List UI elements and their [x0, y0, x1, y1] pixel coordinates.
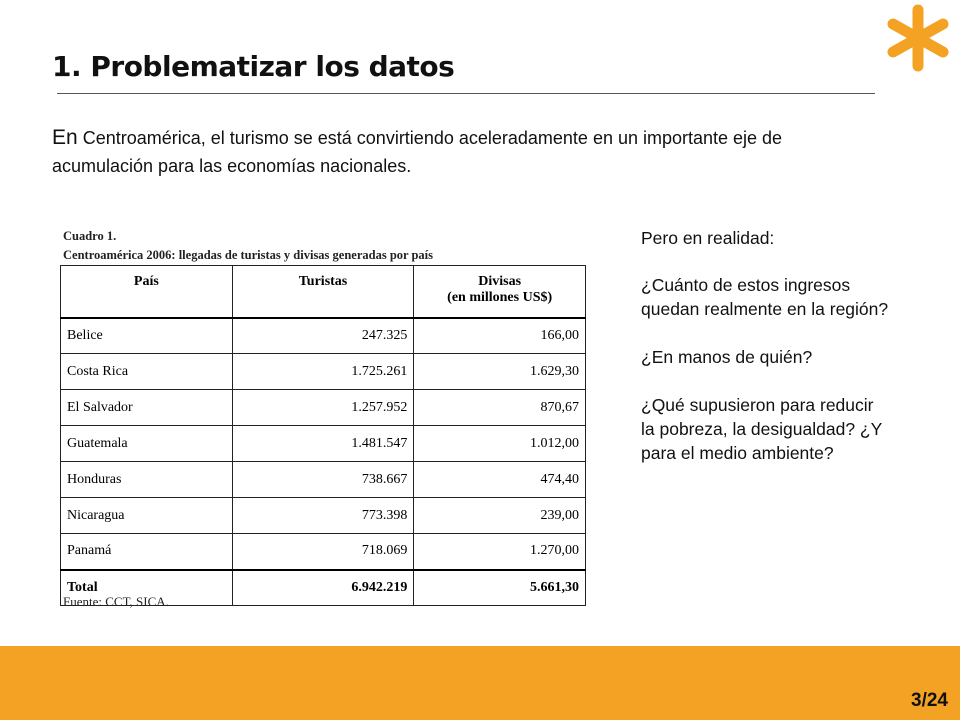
- cell-tourists: 773.398: [232, 498, 414, 534]
- cell-total-revenue: 5.661,30: [414, 570, 586, 606]
- side-lead: Pero en realidad:: [641, 228, 775, 248]
- side-questions: [641, 226, 891, 489]
- table-row: [61, 462, 586, 498]
- side-question-1: ¿Cuánto de estos ingresos quedan realmente en la región?: [641, 275, 889, 319]
- cell-tourists: 1.257.952: [232, 390, 414, 426]
- side-question-3: ¿Qué supusieron para reducir la pobreza, la desigualdad? ¿Y para el medio ambiente?: [641, 395, 882, 463]
- cell-tourists: 247.325: [232, 318, 414, 354]
- table-row: [61, 318, 586, 354]
- cell-country: Nicaragua: [61, 498, 233, 534]
- intro-rest: Centroamérica, el turismo se está convirtiendo aceleradamente en un importante eje de acumulación para las economías nacionales.: [52, 128, 783, 176]
- cell-tourists: 1.481.547: [232, 426, 414, 462]
- cell-tourists: 1.725.261: [232, 354, 414, 390]
- table-row: [61, 354, 586, 390]
- cell-country: Belice: [61, 318, 233, 354]
- table-row: [61, 390, 586, 426]
- intro-text: [52, 124, 812, 180]
- cell-country: Panamá: [61, 534, 233, 570]
- table-caption: [63, 227, 433, 265]
- cell-tourists: 738.667: [232, 462, 414, 498]
- header-tourists: Turistas: [232, 266, 414, 318]
- caption-line-2: Centroamérica 2006: llegadas de turistas y divisas generadas por país: [63, 248, 434, 262]
- asterisk-icon: [882, 2, 954, 74]
- title-divider: [57, 93, 875, 94]
- cell-country: Honduras: [61, 462, 233, 498]
- header-revenue-unit: (en millones US$): [447, 290, 553, 305]
- table-header-row: [61, 266, 586, 318]
- caption-line-1: Cuadro 1.: [63, 229, 117, 243]
- cell-revenue: 474,40: [414, 462, 586, 498]
- cell-total-label: Total: [61, 570, 233, 606]
- table-row: [61, 498, 586, 534]
- slide-title: 1. Problematizar los datos: [52, 50, 455, 83]
- cell-country: Guatemala: [61, 426, 233, 462]
- cell-revenue: 1.629,30: [414, 354, 586, 390]
- cell-tourists: 718.069: [232, 534, 414, 570]
- cell-revenue: 870,67: [414, 390, 586, 426]
- cell-total-tourists: 6.942.219: [232, 570, 414, 606]
- cell-country: El Salvador: [61, 390, 233, 426]
- intro-first-word: En: [52, 126, 78, 149]
- cell-revenue: 1.012,00: [414, 426, 586, 462]
- side-question-2: ¿En manos de quién?: [641, 347, 813, 367]
- footer-bar: [0, 646, 960, 720]
- cell-revenue: 166,00: [414, 318, 586, 354]
- header-country: País: [61, 266, 233, 318]
- tourism-table: [60, 265, 586, 606]
- header-revenue: [414, 266, 586, 318]
- header-revenue-title: Divisas: [478, 274, 522, 289]
- table-source: Fuente: CCT, SICA.: [63, 594, 169, 609]
- page-number: 3/24: [911, 690, 948, 711]
- table-row: [61, 426, 586, 462]
- cell-revenue: 1.270,00: [414, 534, 586, 570]
- table-row: [61, 534, 586, 570]
- cell-revenue: 239,00: [414, 498, 586, 534]
- cell-country: Costa Rica: [61, 354, 233, 390]
